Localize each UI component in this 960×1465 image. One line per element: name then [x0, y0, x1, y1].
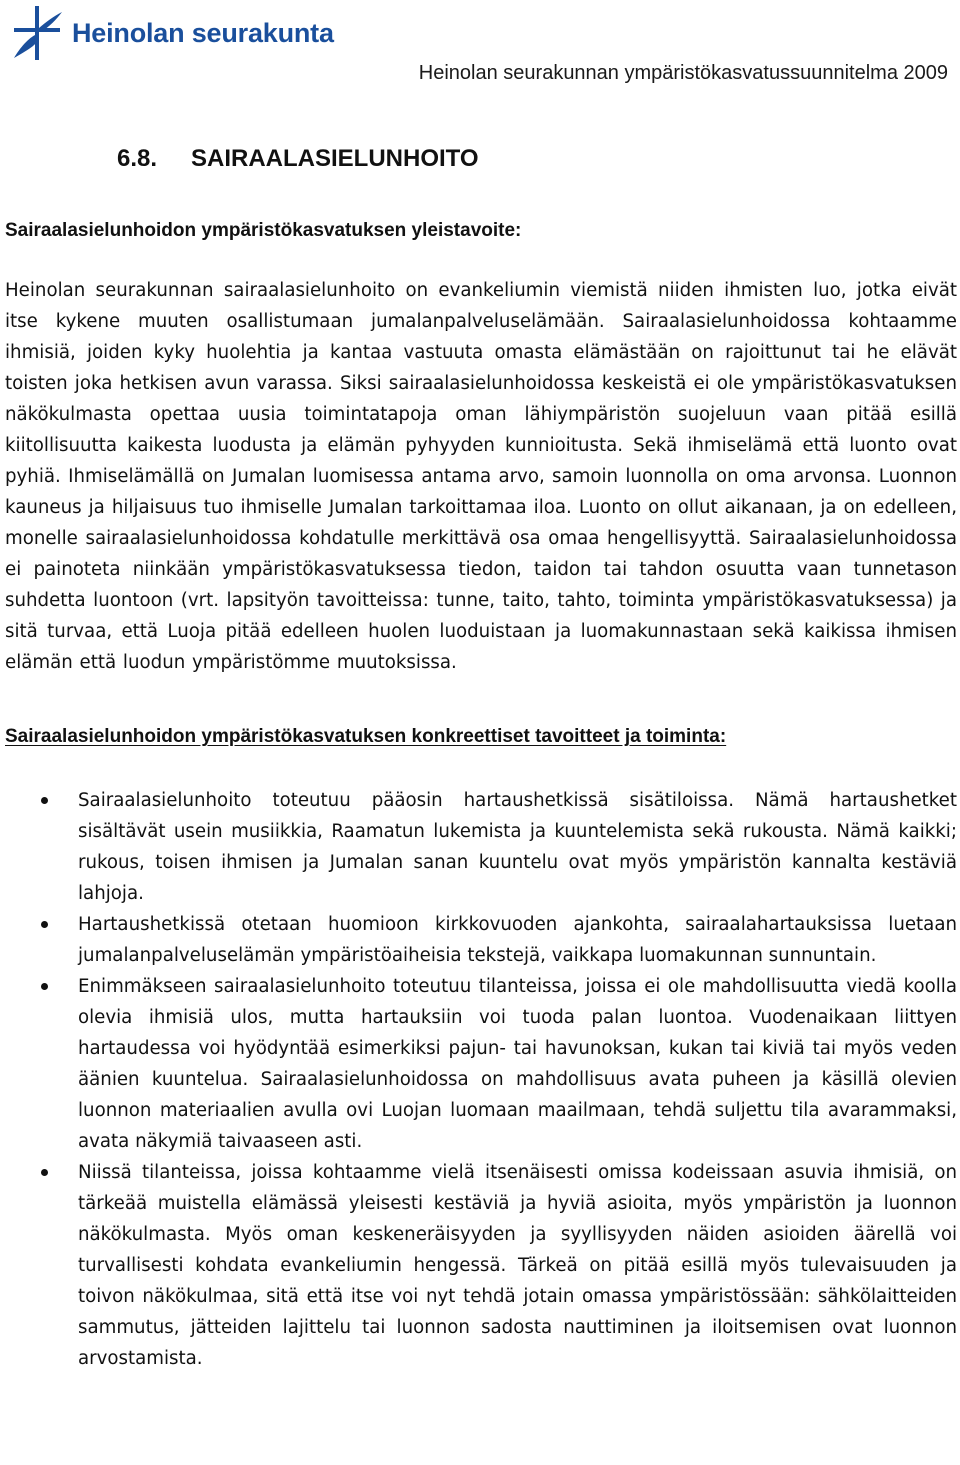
logo-text: Heinolan seurakunta	[72, 17, 334, 48]
bullet-icon	[41, 983, 48, 990]
concrete-goals-heading: Sairaalasielunhoidon ympäristökasvatuksen konkreettiset tavoitteet ja toiminta:	[5, 726, 727, 747]
section-title-text: SAIRAALASIELUNHOITO	[191, 145, 479, 172]
bullet-icon	[41, 1169, 48, 1176]
concrete-goals-list	[5, 785, 957, 1374]
bullet-icon	[41, 797, 48, 804]
bullet-icon	[41, 921, 48, 928]
list-item-text: Niissä tilanteissa, joissa kohtaamme vielä itsenäisesti omissa kodeissaan asuvia ihmisiä, on tärkeää muistella elämässä yleisesti kestäviä ja hyviä asioita, myös ympäristön ja luonnon näkökulmasta. Myös oman keskeneräisyyden ja syyllisyyden näiden asioiden äärellä voi turvallisesti kohdata evankeliumin hengessä. Tärkeä on pitää esillä myös tulevaisuuden ja toivon näkökulmaa, sitä että itse voi nyt tehdä jotain omassa ympäristössään: sähkölaitteiden sammutus, jätteiden lajittelu tai luonnon sadosta nauttiminen ja iloitsemisen ovat luonnon arvostamista.	[78, 1162, 957, 1369]
document-body	[5, 220, 957, 1374]
general-goal-heading: Sairaalasielunhoidon ympäristökasvatuksen yleistavoite:	[5, 220, 522, 241]
general-goal-paragraph: Heinolan seurakunnan sairaalasielunhoito on evankeliumin viemistä niiden ihmisten luo, jotka eivät itse kykene muuten osallistumaan jumalanpalveluselämään. Sairaalasielunhoidossa kohtaamme ihmisiä, joiden kyky huolehtia ja kantaa vastuuta omasta elämästään on rajoittunut tai he elävät toisten joka hetkisen avun varassa. Siksi sairaalasielunhoidossa keskeistä ei ole ympäristökasvatuksen näkökulmasta opettaa uusia toimintatapoja oman lähiympäristön suojeluun vaan pitää esillä kiitollisuutta kaikesta luodusta ja elämän pyhyyden kunnioitusta. Sekä ihmiselämä että luonto ovat pyhiä. Ihmiselämällä on Jumalan luomisessa antama arvo, samoin luonnolla on oma arvonsa. Luonnon kauneus ja hiljaisuus tuo ihmiselle Jumalan tarkoittamaa iloa. Luonto on ollut aikanaan, ja on edelleen, monelle sairaalasielunhoidossa kohdatulle merkittävä osa omaa hengellisyyttä. Sairaalasielunhoidossa ei painoteta niinkään ympäristökasvatuksessa tiedon, taidon tai tahdon osuutta vaan tunnetason suhdetta luontoon (vrt. lapsityön tavoitteissa: tunne, taito, tahto, toiminta ympäristökasvatuksessa) ja sitä turvaa, että Luoja pitää edelleen huolen luoduistaan ja luomakunnastaan sekä kaikissa ihmisen elämän että luodun ympäristömme muutoksissa.	[5, 280, 957, 673]
list-item	[5, 785, 957, 909]
list-item-text: Hartaushetkissä otetaan huomioon kirkkovuoden ajankohta, sairaalahartauksissa luetaan jumalanpalveluselämän ympäristöaiheisia tekstejä, vaikkapa luomakunnan sunnuntain.	[78, 914, 957, 966]
list-item	[5, 971, 957, 1157]
section-number: 6.8.	[117, 145, 158, 172]
document-header-title: Heinolan seurakunnan ympäristökasvatussuunnitelma 2009	[418, 62, 948, 84]
list-item	[5, 909, 957, 971]
list-item-text: Sairaalasielunhoito toteutuu pääosin hartaushetkissä sisätiloissa. Nämä hartaushetket sisältävät usein musiikkia, Raamatun lukemista ja kuuntelemista sekä rukousta. Nämä kaikki; rukous, toisen ihmisen ja Jumalan sanan kuuntelu ovat myös ympäristön kannalta kestäviä lahjoja.	[78, 790, 957, 904]
list-item-text: Enimmäkseen sairaalasielunhoito toteutuu tilanteissa, joissa ei ole mahdollisuutta viedä koolla olevia ihmisiä ulos, mutta hartauksiin voi tuoda palan luontoa. Vuodenaikaan liittyen hartaudessa voi hyödyntää esimerkiksi pajun- tai havunoksan, kukan tai kiviä tai myös veden äänien kuuntelua. Sairaalasielunhoidossa on mahdollisuus avata puheen ja käsillä olevien luonnon materiaalien avulla ovi Luojan luomaan maailmaan, tehdä suljettu tila avarammaksi, avata näkymiä taivaaseen asti.	[78, 976, 957, 1152]
list-item	[5, 1157, 957, 1374]
church-logo	[8, 4, 334, 62]
section-title	[117, 145, 479, 173]
dove-cross-icon	[8, 4, 66, 62]
